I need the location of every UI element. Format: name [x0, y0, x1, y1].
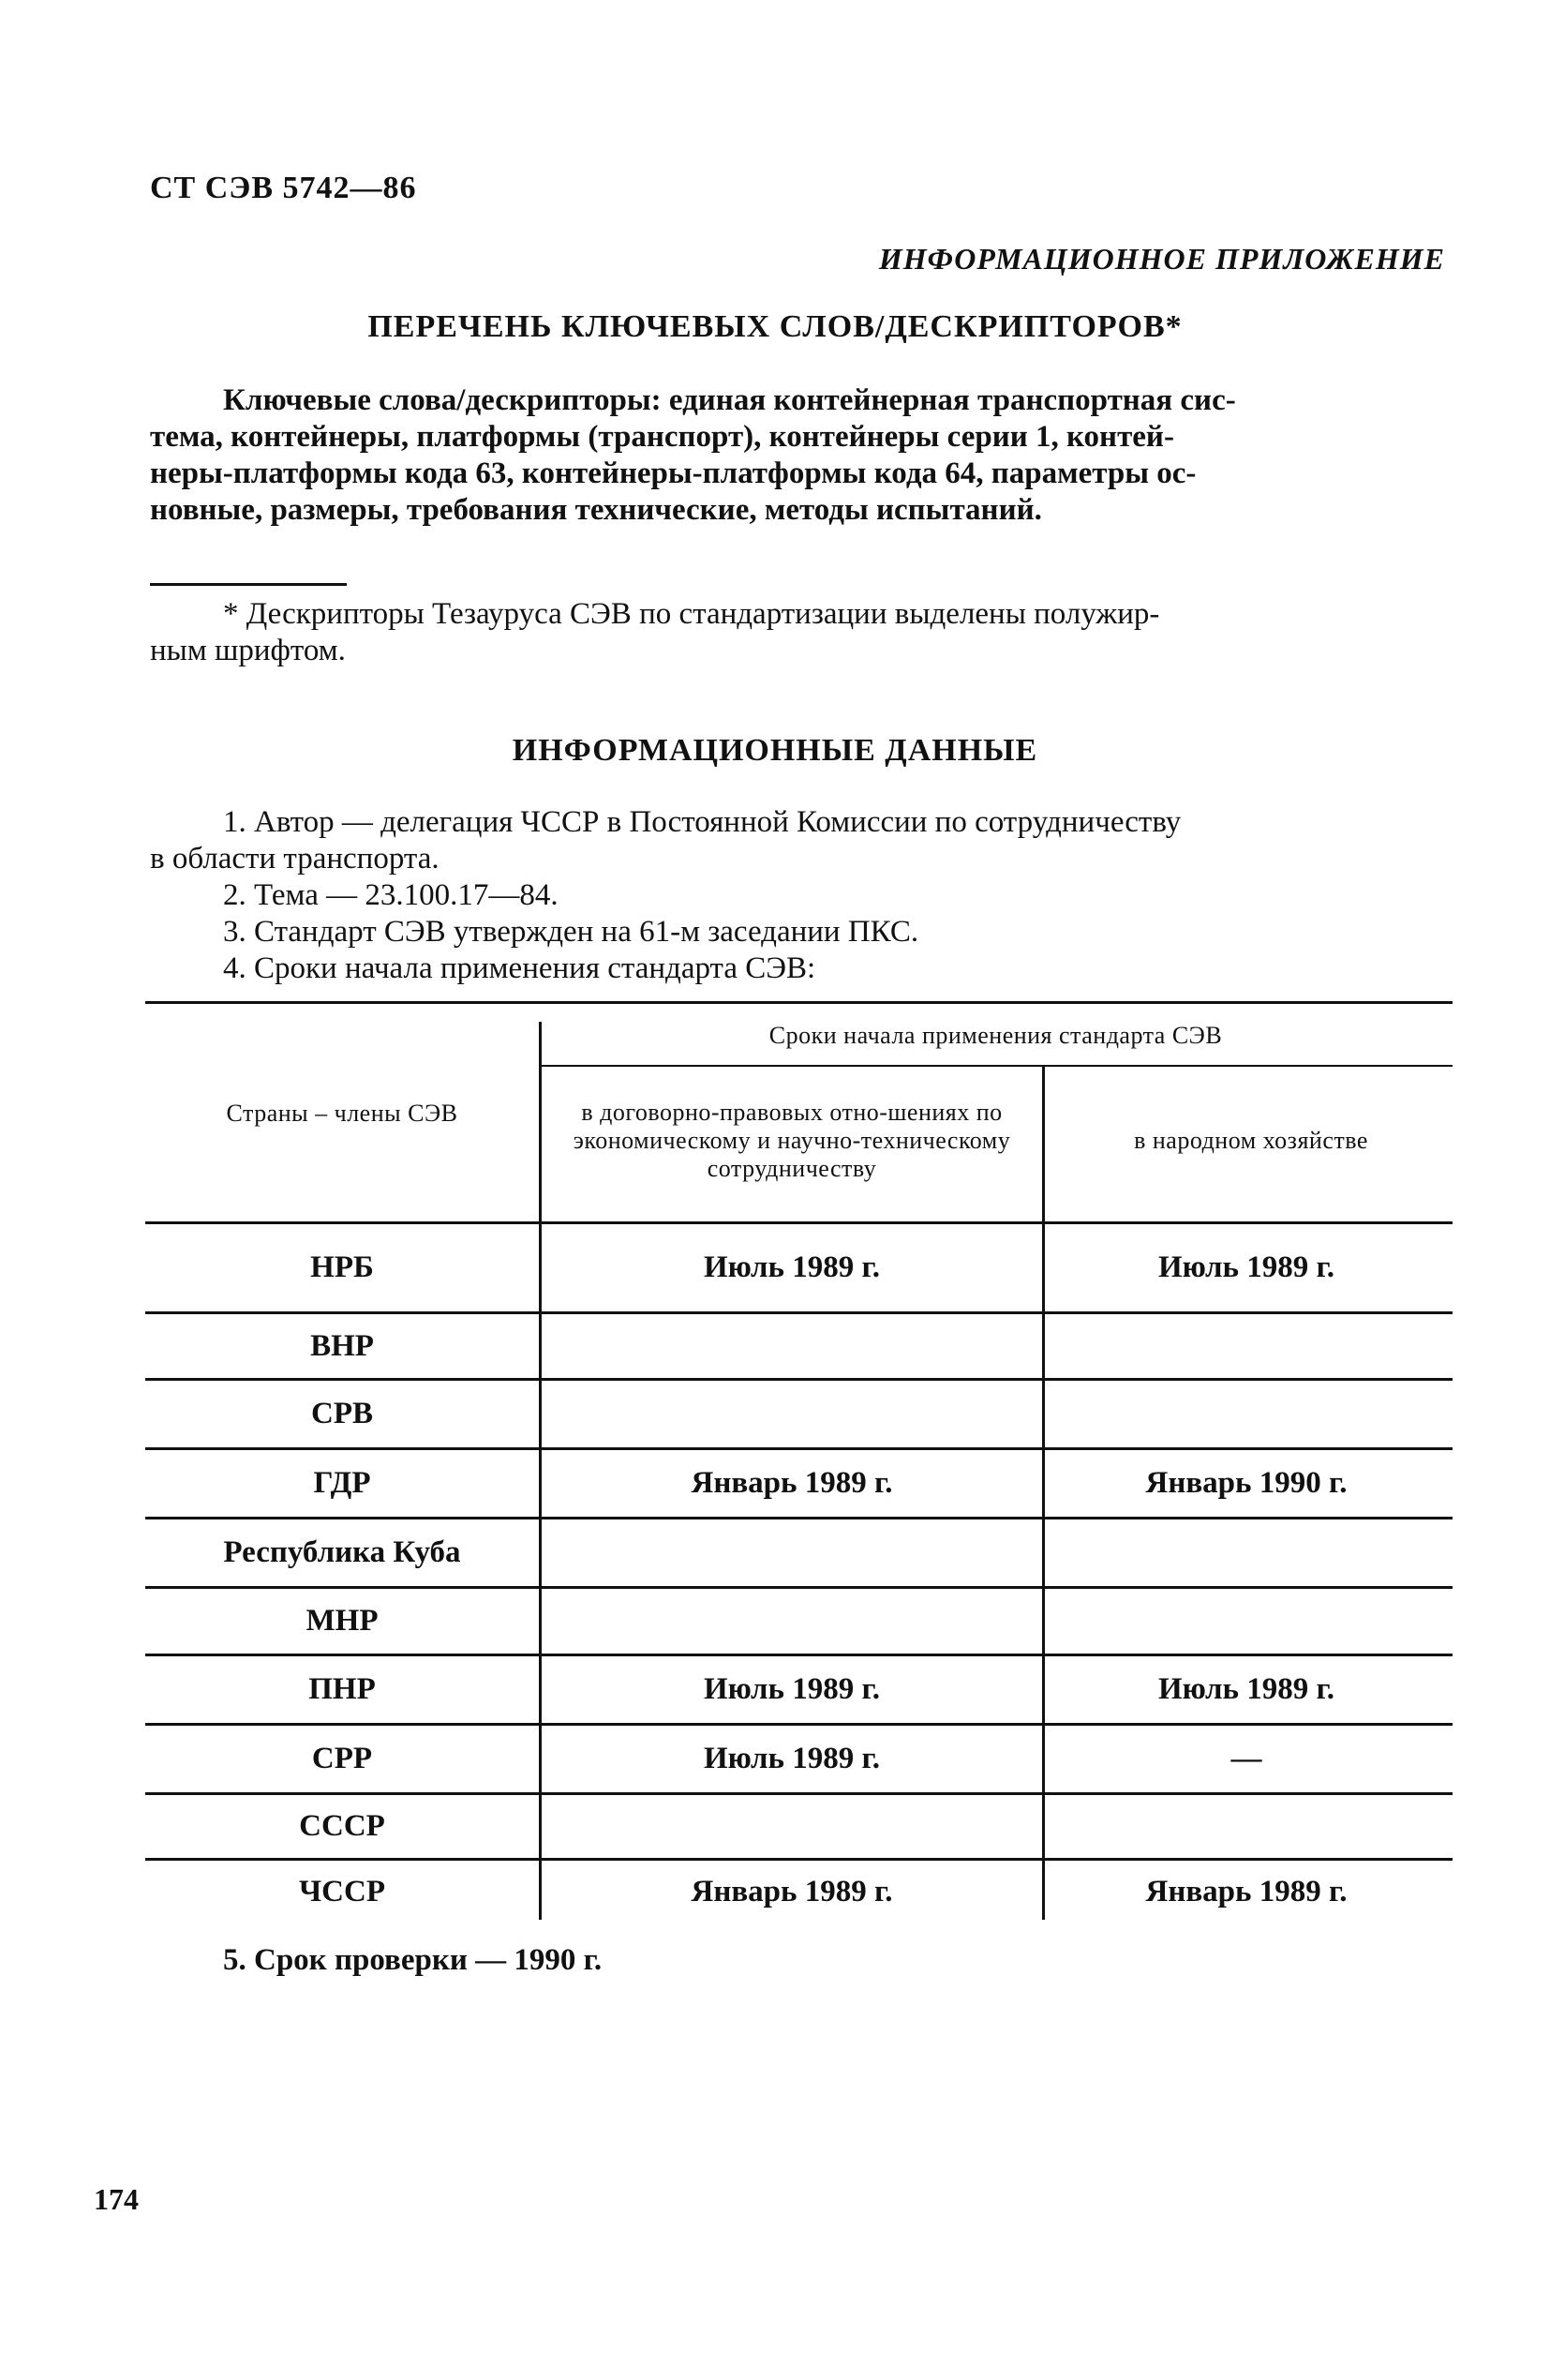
footnote-line: * Дескрипторы Тезауруса СЭВ по стандартизации выделены полужир-: [223, 597, 1160, 631]
row-date-agreements: [544, 1589, 1040, 1654]
row-date-agreements: Июль 1989 г.: [703, 1672, 881, 1706]
row-date-agreements: [544, 1381, 1040, 1447]
row-date-agreements: Январь 1989 г.: [691, 1466, 893, 1500]
row-date-agreements: Июль 1989 г.: [703, 1250, 881, 1284]
row-date-economy: Январь 1990 г.: [1145, 1466, 1348, 1500]
page-number: 174: [94, 2182, 139, 2216]
keywords-title: ПЕРЕЧЕНЬ КЛЮЧЕВЫХ СЛОВ/ДЕСКРИПТОРОВ*: [367, 309, 1183, 344]
row-date-agreements: [544, 1795, 1040, 1858]
header-group: Сроки начала применения стандарта СЭВ: [768, 1022, 1223, 1049]
info-list: [150, 804, 1443, 987]
row-date-agreements: [544, 1519, 1040, 1586]
keywords-line: Ключевые слова/дескрипторы: единая контейнерная транспортная сис-: [223, 383, 1236, 417]
header-col-agreements: в договорно-правовых отно-шениях по экономическому и научно-техническому сотрудничеству: [573, 1099, 1011, 1182]
row-date-economy: [1045, 1314, 1448, 1378]
row-country: ВНР: [310, 1328, 374, 1363]
row-country: СССР: [299, 1809, 385, 1843]
row-country: ЧССР: [298, 1874, 386, 1908]
row-country: НРБ: [310, 1250, 374, 1284]
review-deadline: 5. Срок проверки — 1990 г.: [223, 1943, 603, 1977]
row-date-agreements: [544, 1314, 1040, 1378]
row-date-economy: [1045, 1589, 1448, 1654]
info-item-4: 4. Сроки начала применения стандарта СЭВ:: [223, 951, 816, 985]
table-group-rule: [541, 1065, 1453, 1067]
keywords-paragraph: [150, 382, 1443, 529]
row-date-economy: [1045, 1795, 1448, 1858]
row-country: СРВ: [311, 1397, 373, 1430]
row-date-economy: [1045, 1381, 1448, 1447]
header-col-economy: в народном хозяйстве: [1134, 1127, 1368, 1154]
footnote-divider: [150, 583, 347, 586]
info-item-3: 3. Стандарт СЭВ утвержден на 61-м заседании ПКС.: [223, 915, 919, 949]
footnote-line: ным шрифтом.: [150, 634, 346, 667]
info-item-1: 1. Автор — делегация ЧССР в Постоянной Комиссии по сотрудничеству: [223, 805, 1182, 839]
table-top-rule: [145, 1001, 1453, 1004]
row-country: ПНР: [308, 1672, 376, 1706]
info-item-1-cont: в области транспорта.: [150, 842, 440, 876]
row-date-economy: [1045, 1519, 1448, 1586]
row-country: МНР: [306, 1604, 379, 1638]
header-countries: Страны – члены СЭВ: [226, 1100, 458, 1127]
info-title: ИНФОРМАЦИОННЫЕ ДАННЫЕ: [512, 733, 1038, 768]
row-country: ГДР: [313, 1466, 371, 1500]
row-date-economy: Июль 1989 г.: [1157, 1672, 1335, 1706]
row-date-economy: —: [1230, 1742, 1262, 1775]
row-date-economy: Январь 1989 г.: [1145, 1874, 1348, 1908]
keywords-line: новные, размеры, требования технические, методы испытаний.: [150, 493, 1042, 527]
keywords-line: тема, контейнеры, платформы (транспорт), контейнеры серии 1, контей-: [150, 420, 1174, 454]
footnote: [150, 596, 1443, 669]
info-item-2: 2. Тема — 23.100.17—84.: [223, 878, 559, 912]
info-item-5: [150, 1942, 993, 1979]
row-country: Республика Куба: [223, 1535, 461, 1569]
appendix-label: ИНФОРМАЦИОННОЕ ПРИЛОЖЕНИЕ: [878, 242, 1445, 276]
row-country: СРР: [311, 1742, 373, 1775]
row-date-economy: Июль 1989 г.: [1157, 1250, 1335, 1284]
row-date-agreements: Январь 1989 г.: [691, 1874, 893, 1908]
row-date-agreements: Июль 1989 г.: [703, 1742, 881, 1775]
keywords-line: неры-платформы кода 63, контейнеры-платформы кода 64, параметры ос-: [150, 457, 1197, 490]
document-code: СТ СЭВ 5742—86: [150, 171, 417, 205]
table-divider-1: [539, 1022, 542, 1920]
